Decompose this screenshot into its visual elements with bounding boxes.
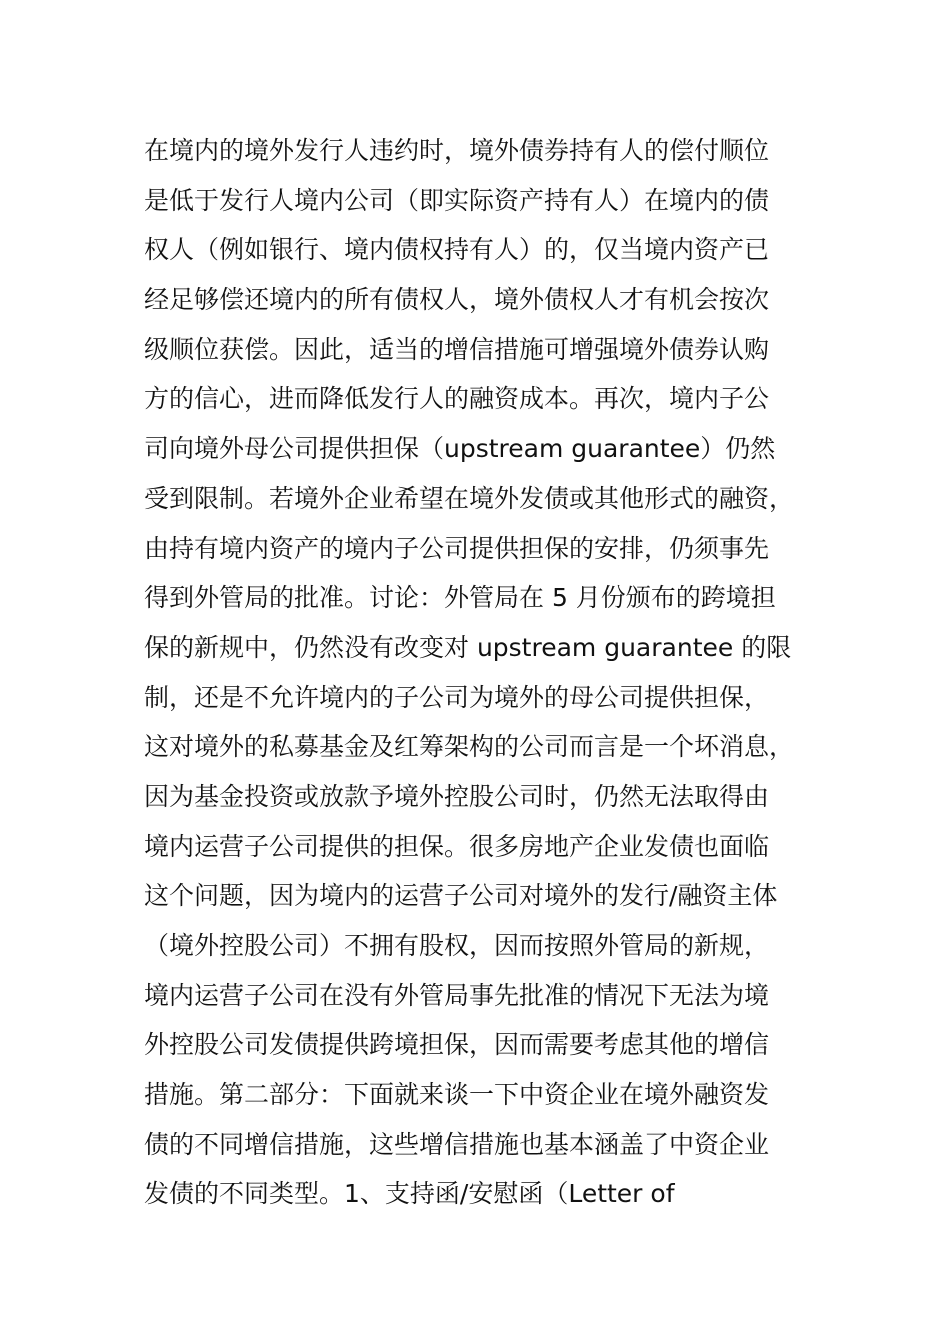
text-line: 债的不同增信措施，这些增信措施也基本涵盖了中资企业 <box>144 1129 770 1159</box>
text-line: 得到外管局的批准。讨论：外管局在 5 月份颁布的跨境担 <box>144 583 776 613</box>
text-line: 保的新规中，仍然没有改变对 upstream guarantee 的限 <box>144 632 792 662</box>
text-line: 受到限制。若境外企业希望在境外发债或其他形式的融资， <box>144 483 795 513</box>
text-line: 是低于发行人境内公司（即实际资产持有人）在境内的债 <box>144 185 770 215</box>
text-line: 发债的不同类型。1、支持函/安慰函（Letter of <box>144 1179 675 1209</box>
text-line: 方的信心，进而降低发行人的融资成本。再次，境内子公 <box>144 384 770 414</box>
text-line: 措施。第二部分：下面就来谈一下中资企业在境外融资发 <box>144 1080 770 1110</box>
text-line: （境外控股公司）不拥有股权，因而按照外管局的新规， <box>144 931 770 960</box>
text-line: 由持有境内资产的境内子公司提供担保的安排，仍须事先 <box>144 533 770 563</box>
text-line: 级顺位获偿。因此，适当的增信措施可增强境外债券认购 <box>144 334 770 364</box>
text-line: 因为基金投资或放款予境外控股公司时，仍然无法取得由 <box>144 781 770 811</box>
text-line: 权人（例如银行、境内债权持有人）的，仅当境内资产已 <box>144 235 770 265</box>
text-line: 经足够偿还境内的所有债权人，境外债权人才有机会按次 <box>144 285 770 315</box>
text-line: 这个问题，因为境内的运营子公司对境外的发行/融资主体 <box>144 881 778 911</box>
text-line: 制，还是不允许境内的子公司为境外的母公司提供担保， <box>144 682 770 712</box>
text-line: 这对境外的私募基金及红筹架构的公司而言是一个坏消息， <box>144 732 795 762</box>
text-line: 在境内的境外发行人违约时，境外债券持有人的偿付顺位 <box>144 136 770 165</box>
text-line: 外控股公司发债提供跨境担保，因而需要考虑其他的增信 <box>144 1030 770 1060</box>
text-line: 境内运营子公司提供的担保。很多房地产企业发债也面临 <box>144 831 770 861</box>
text-line: 境内运营子公司在没有外管局事先批准的情况下无法为境 <box>144 980 770 1010</box>
text-line: 司向境外母公司提供担保（upstream guarantee）仍然 <box>144 434 776 464</box>
body-text <box>144 126 824 1219</box>
